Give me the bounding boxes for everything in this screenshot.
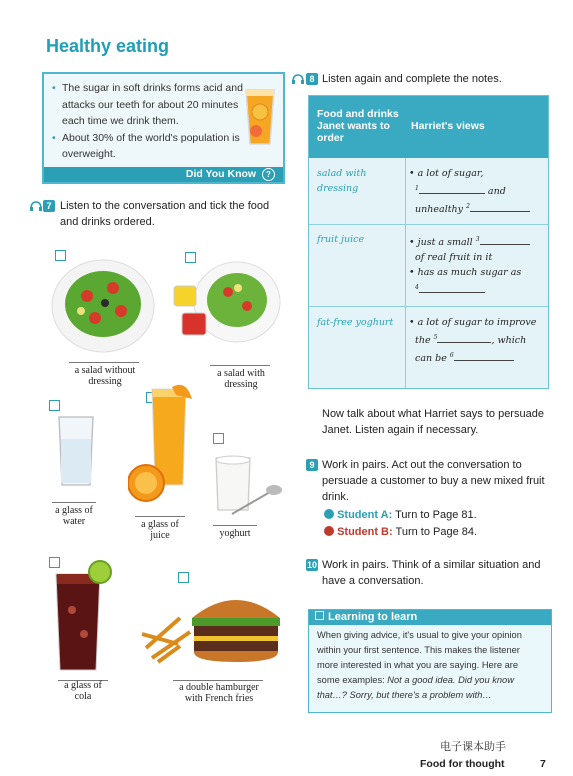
- header-food: Food and drinks Janet wants to order: [317, 108, 399, 144]
- exercise-10-instruction: Work in pairs. Think of a similar situation and have a conversation.: [322, 559, 541, 587]
- exercise-8-instruction: Listen again and complete the notes.: [322, 73, 502, 85]
- item-label: a glass of water: [55, 505, 93, 527]
- blank-3[interactable]: [480, 234, 530, 245]
- cola-glass-image: [54, 560, 116, 672]
- views-cell: • a lot of sugar to improve the $^5$ , which can be $^6$: [409, 317, 537, 365]
- did-you-know-bar: [44, 167, 283, 182]
- blank-4[interactable]: [419, 282, 485, 293]
- exercise-10-number: 10: [306, 560, 317, 570]
- footer-title: Food for thought: [420, 758, 505, 770]
- watermark-text: 电子课本助手: [440, 740, 506, 753]
- talk-instruction: Now talk about what Harriet says to persuade Janet. Listen again if necessary.: [322, 408, 544, 436]
- exercise-7-instruction: Listen to the conversation and tick the food and drinks ordered.: [60, 200, 270, 228]
- did-you-know-box: [42, 72, 285, 184]
- learning-text: When giving advice, it's usual to give your opinion within your first sentence. This makes the listener more interested in what you are saying. Here are some examples: Not a good idea. Did you know that…? Sorry, but there's a problem with…: [317, 630, 522, 700]
- fact-item: • About 30% of the world's population is overweight.: [62, 130, 247, 163]
- blank-2[interactable]: [470, 201, 530, 212]
- food-cell: fruit juice: [317, 234, 365, 245]
- notes-table-header: [309, 96, 548, 158]
- hamburger-fries-image: [140, 588, 282, 666]
- juice-glass-image: [128, 383, 196, 503]
- water-glass-image: [57, 415, 95, 487]
- item-label: a salad with dressing: [217, 368, 265, 390]
- salad-with-dressing-image: [172, 258, 282, 346]
- item-label: a double hamburger with French fries: [179, 682, 259, 704]
- item-label: yoghurt: [219, 528, 251, 539]
- exercise-9-instruction: Work in pairs. Act out the conversation to persuade a customer to buy a new mixed fruit drink.: [322, 459, 545, 503]
- notes-table: [308, 95, 549, 389]
- tick-box[interactable]: [213, 433, 224, 444]
- header-views: Harriet's views: [411, 120, 485, 132]
- learning-to-learn-box: [308, 609, 552, 713]
- headphones-icon: [30, 201, 42, 211]
- fact-item: • The sugar in soft drinks forms acid and attacks our teeth for about 20 minutes each time we drink them.: [62, 80, 247, 130]
- student-a-icon: [324, 509, 334, 519]
- salad-without-dressing-image: [51, 256, 156, 354]
- exercise-9-number: 9: [306, 459, 318, 471]
- food-cell: fat-free yoghurt: [317, 317, 394, 328]
- tick-box[interactable]: [49, 400, 60, 411]
- student-b-label: Student B:: [337, 526, 393, 538]
- student-b-line: Student B: Turn to Page 84.: [324, 524, 554, 540]
- exercise-8-number: 8: [306, 73, 318, 85]
- student-a-line: Student A: Turn to Page 81.: [324, 507, 554, 523]
- square-icon: [315, 611, 324, 620]
- item-label: a glass of juice: [141, 519, 179, 541]
- student-a-label: Student A:: [337, 509, 393, 521]
- page-title: Healthy eating: [46, 36, 170, 56]
- blank-1[interactable]: [419, 183, 485, 194]
- headphones-icon: [292, 74, 304, 84]
- blank-5[interactable]: [437, 332, 491, 343]
- views-cell: • just a small $^3$ of real fruit in it • has as much sugar as $^4$: [409, 232, 545, 298]
- item-label: a glass of cola: [64, 680, 102, 702]
- views-cell: • a lot of sugar, $^1$ and unhealthy $^2$: [409, 166, 545, 217]
- student-b-icon: [324, 526, 334, 536]
- did-you-know-label: Did You Know: [185, 168, 257, 180]
- blank-6[interactable]: [454, 350, 514, 361]
- juice-glass-icon: [242, 86, 278, 148]
- page-number: 7: [540, 758, 546, 770]
- food-cell: salad with dressing: [317, 168, 367, 194]
- question-icon: ?: [262, 168, 275, 181]
- learning-to-learn-header: Learning to learn: [309, 610, 551, 625]
- yoghurt-image: [212, 452, 282, 518]
- item-label: a salad without dressing: [74, 365, 136, 387]
- exercise-7-number: 7: [43, 200, 55, 212]
- tick-box[interactable]: [178, 572, 189, 583]
